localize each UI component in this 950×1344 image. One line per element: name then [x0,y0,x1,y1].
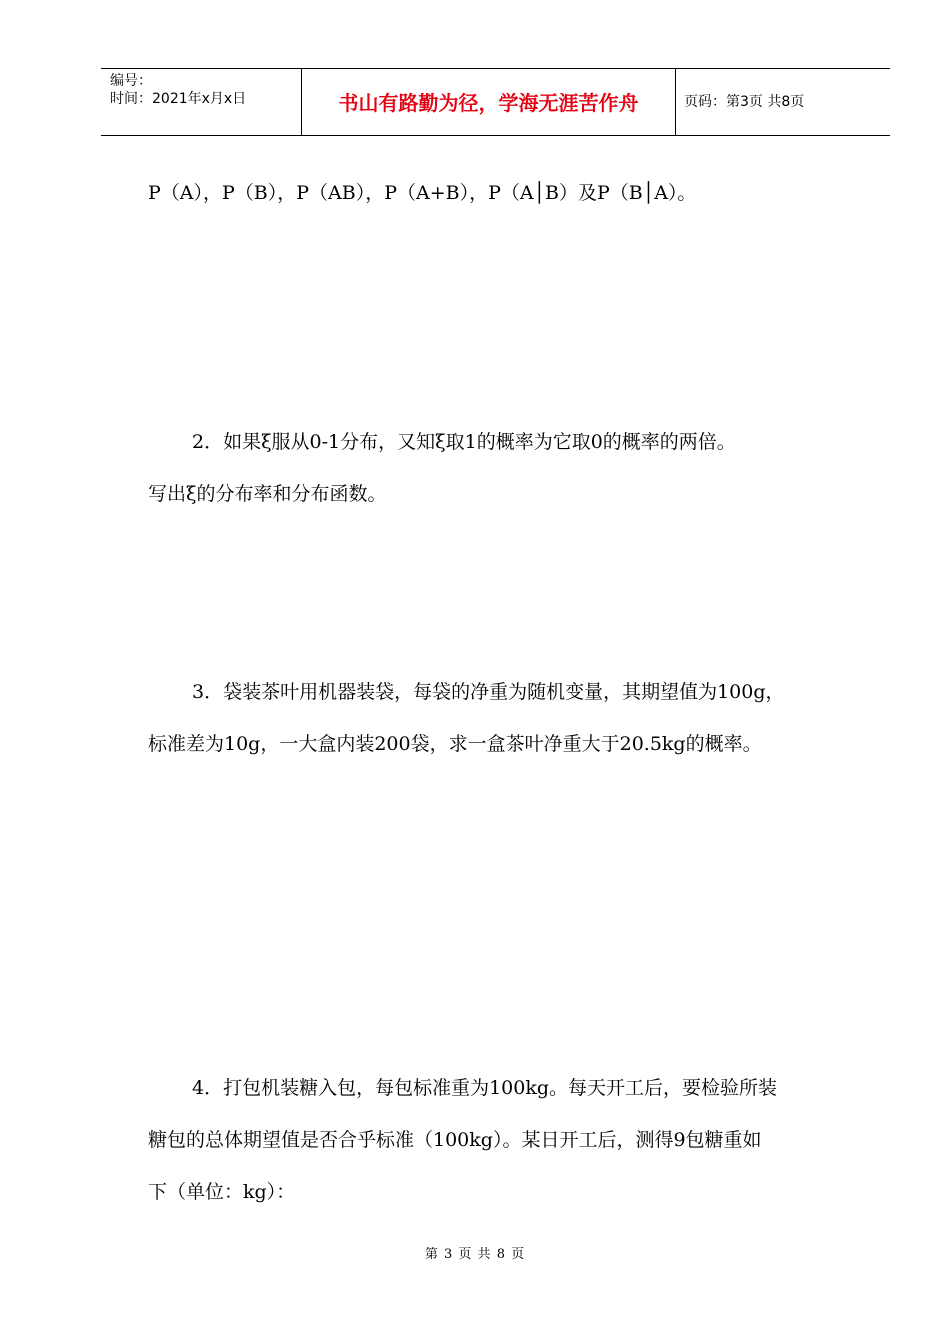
date-line: 时间：2021年x月x日 [110,91,247,107]
header-motto-cell [302,69,676,135]
question-4-line-2: 糖包的总体期望值是否合乎标准（100kg）。某日开工后，测得9包糖重如 [148,1129,762,1151]
header-meta-cell [101,69,302,135]
question-3-line-2: 标准差为10g，一大盒内装200袋，求一盒茶叶净重大于20.5kg的概率。 [148,733,762,755]
serial-number-label: 编号： [110,73,152,89]
question-2 [148,416,893,520]
question-3-line-1: 3．袋装茶叶用机器装袋，每袋的净重为随机变量，其期望值为100g， [192,681,785,703]
question-4-line-1: 4．打包机装糖入包，每包标准重为100kg。每天开工后，要检验所装 [192,1077,778,1099]
question-2-line-1: 2．如果ξ服从0-1分布，又知ξ取1的概率为它取0的概率的两倍。 [192,431,736,453]
question-2-line-2: 写出ξ的分布率和分布函数。 [148,483,387,505]
page-header [101,68,890,136]
header-page-cell [676,69,890,135]
probability-list-line: P（A），P（B），P（AB），P（A+B），P（A│B）及P（B│A）。 [148,182,697,204]
header-page-info: 页码：第3页 共8页 [684,94,805,110]
question-4-line-3: 下（单位：kg）： [148,1181,296,1203]
question-3 [148,666,893,770]
motto-text: 书山有路勤为径，学海无涯苦作舟 [338,91,639,115]
page-footer: 第 3 页 共 8 页 [424,1247,526,1262]
question-4 [148,1062,893,1218]
